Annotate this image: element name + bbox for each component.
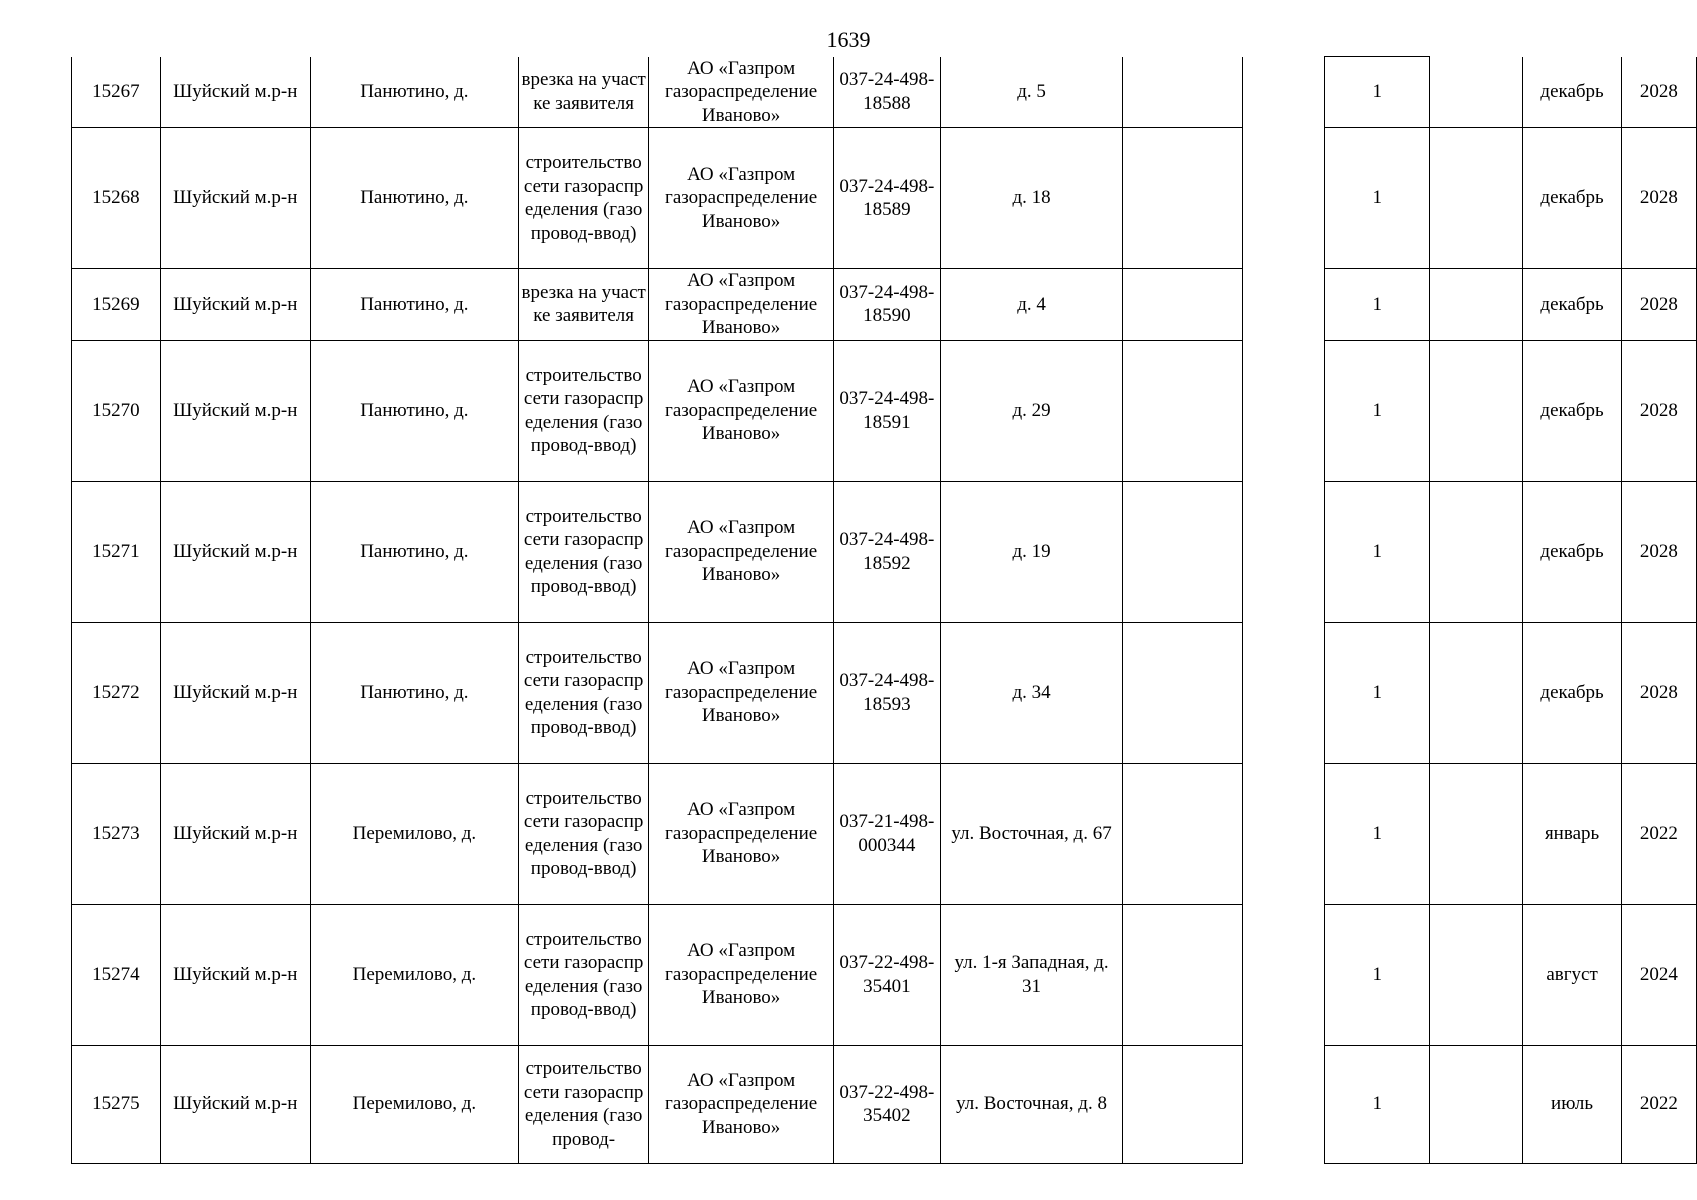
cell-empty — [1243, 763, 1325, 904]
cell-empty — [1430, 57, 1523, 128]
cell-address: ул. Восточная, д. 8 — [940, 1045, 1122, 1163]
cell-year: 2028 — [1621, 269, 1696, 341]
cell-work: строительство сети газораспределения (газопровод- — [519, 1045, 649, 1163]
cell-locality: Панютино, д. — [310, 128, 518, 269]
table-row — [72, 1045, 1697, 1163]
cell-qty: 1 — [1325, 1045, 1430, 1163]
cell-org: АО «Газпром газораспределение Иваново» — [649, 622, 834, 763]
cell-district: Шуйский м.р-н — [160, 128, 310, 269]
cell-num: 15270 — [72, 340, 161, 481]
cell-address: д. 19 — [940, 481, 1122, 622]
cell-num: 15269 — [72, 269, 161, 341]
cell-empty — [1243, 57, 1325, 128]
cell-num: 15267 — [72, 57, 161, 128]
cell-org: АО «Газпром газораспределение Иваново» — [649, 481, 834, 622]
cell-org: АО «Газпром газораспределение Иваново» — [649, 128, 834, 269]
cell-address: ул. Восточная, д. 67 — [940, 763, 1122, 904]
cell-qty: 1 — [1325, 763, 1430, 904]
cell-district: Шуйский м.р-н — [160, 269, 310, 341]
cell-locality: Перемилово, д. — [310, 904, 518, 1045]
cell-locality: Панютино, д. — [310, 481, 518, 622]
cell-locality: Панютино, д. — [310, 57, 518, 128]
cell-num: 15271 — [72, 481, 161, 622]
cell-empty — [1430, 904, 1523, 1045]
cell-qty: 1 — [1325, 128, 1430, 269]
cell-work: строительство сети газораспределения (газопровод-ввод) — [519, 128, 649, 269]
cell-month: август — [1523, 904, 1621, 1045]
cell-org: АО «Газпром газораспределение Иваново» — [649, 340, 834, 481]
cell-empty — [1123, 128, 1243, 269]
cell-empty — [1123, 622, 1243, 763]
cell-month: декабрь — [1523, 57, 1621, 128]
cell-empty — [1430, 128, 1523, 269]
cell-locality: Панютино, д. — [310, 340, 518, 481]
cell-work: строительство сети газораспределения (газопровод-ввод) — [519, 622, 649, 763]
cell-work: строительство сети газораспределения (газопровод-ввод) — [519, 340, 649, 481]
cell-empty — [1430, 763, 1523, 904]
cell-year: 2022 — [1621, 1045, 1696, 1163]
cell-year: 2028 — [1621, 57, 1696, 128]
cell-qty: 1 — [1325, 57, 1430, 128]
cell-num: 15273 — [72, 763, 161, 904]
cell-empty — [1123, 763, 1243, 904]
cell-year: 2028 — [1621, 128, 1696, 269]
table-row — [72, 128, 1697, 269]
cell-district: Шуйский м.р-н — [160, 481, 310, 622]
cell-month: декабрь — [1523, 481, 1621, 622]
cell-empty — [1123, 340, 1243, 481]
page-number: 1639 — [826, 27, 871, 52]
cell-address: д. 4 — [940, 269, 1122, 341]
cell-year: 2024 — [1621, 904, 1696, 1045]
table-row — [72, 763, 1697, 904]
cell-empty — [1243, 622, 1325, 763]
cell-empty — [1123, 1045, 1243, 1163]
cell-month: декабрь — [1523, 340, 1621, 481]
cell-locality: Панютино, д. — [310, 622, 518, 763]
cell-empty — [1430, 622, 1523, 763]
cell-num: 15274 — [72, 904, 161, 1045]
cell-work: врезка на участке заявителя — [519, 269, 649, 341]
cell-district: Шуйский м.р-н — [160, 904, 310, 1045]
cell-district: Шуйский м.р-н — [160, 1045, 310, 1163]
cell-code: 037-22-498-35401 — [833, 904, 940, 1045]
cell-org: АО «Газпром газораспределение Иваново» — [649, 269, 834, 341]
cell-address: ул. 1-я Западная, д. 31 — [940, 904, 1122, 1045]
cell-address: д. 5 — [940, 57, 1122, 128]
cell-month: июль — [1523, 1045, 1621, 1163]
cell-code: 037-24-498-18591 — [833, 340, 940, 481]
cell-num: 15268 — [72, 128, 161, 269]
cell-empty — [1243, 128, 1325, 269]
cell-org: АО «Газпром газораспределение Иваново» — [649, 763, 834, 904]
cell-org: АО «Газпром газораспределение Иваново» — [649, 57, 834, 128]
cell-qty: 1 — [1325, 481, 1430, 622]
cell-code: 037-24-498-18590 — [833, 269, 940, 341]
cell-district: Шуйский м.р-н — [160, 340, 310, 481]
table-row — [72, 57, 1697, 128]
table-row — [72, 269, 1697, 341]
cell-month: декабрь — [1523, 128, 1621, 269]
cell-empty — [1430, 481, 1523, 622]
cell-code: 037-24-498-18589 — [833, 128, 940, 269]
cell-year: 2028 — [1621, 481, 1696, 622]
cell-qty: 1 — [1325, 269, 1430, 341]
table-row — [72, 622, 1697, 763]
cell-address: д. 18 — [940, 128, 1122, 269]
cell-month: декабрь — [1523, 269, 1621, 341]
cell-qty: 1 — [1325, 904, 1430, 1045]
cell-district: Шуйский м.р-н — [160, 763, 310, 904]
cell-code: 037-22-498-35402 — [833, 1045, 940, 1163]
cell-empty — [1123, 269, 1243, 341]
cell-code: 037-21-498-000344 — [833, 763, 940, 904]
cell-year: 2028 — [1621, 340, 1696, 481]
cell-district: Шуйский м.р-н — [160, 622, 310, 763]
registry-rows — [72, 57, 1697, 1164]
table-row — [72, 340, 1697, 481]
cell-qty: 1 — [1325, 340, 1430, 481]
cell-locality: Перемилово, д. — [310, 763, 518, 904]
cell-year: 2028 — [1621, 622, 1696, 763]
cell-num: 15272 — [72, 622, 161, 763]
cell-empty — [1243, 904, 1325, 1045]
cell-org: АО «Газпром газораспределение Иваново» — [649, 904, 834, 1045]
cell-empty — [1123, 481, 1243, 622]
cell-empty — [1243, 269, 1325, 341]
cell-work: строительство сети газораспределения (газопровод-ввод) — [519, 763, 649, 904]
cell-code: 037-24-498-18593 — [833, 622, 940, 763]
cell-empty — [1430, 1045, 1523, 1163]
table-row — [72, 904, 1697, 1045]
cell-locality: Панютино, д. — [310, 269, 518, 341]
cell-work: врезка на участке заявителя — [519, 57, 649, 128]
cell-code: 037-24-498-18592 — [833, 481, 940, 622]
cell-empty — [1243, 1045, 1325, 1163]
cell-empty — [1243, 481, 1325, 622]
cell-month: январь — [1523, 763, 1621, 904]
cell-qty: 1 — [1325, 622, 1430, 763]
cell-year: 2022 — [1621, 763, 1696, 904]
cell-empty — [1123, 904, 1243, 1045]
cell-org: АО «Газпром газораспределение Иваново» — [649, 1045, 834, 1163]
cell-num: 15275 — [72, 1045, 161, 1163]
cell-empty — [1243, 340, 1325, 481]
cell-district: Шуйский м.р-н — [160, 57, 310, 128]
cell-month: декабрь — [1523, 622, 1621, 763]
cell-locality: Перемилово, д. — [310, 1045, 518, 1163]
table-row — [72, 481, 1697, 622]
cell-address: д. 29 — [940, 340, 1122, 481]
cell-empty — [1430, 340, 1523, 481]
cell-work: строительство сети газораспределения (газопровод-ввод) — [519, 481, 649, 622]
registry-table — [71, 56, 1697, 1164]
cell-empty — [1123, 57, 1243, 128]
cell-code: 037-24-498-18588 — [833, 57, 940, 128]
cell-address: д. 34 — [940, 622, 1122, 763]
cell-empty — [1430, 269, 1523, 341]
cell-work: строительство сети газораспределения (газопровод-ввод) — [519, 904, 649, 1045]
